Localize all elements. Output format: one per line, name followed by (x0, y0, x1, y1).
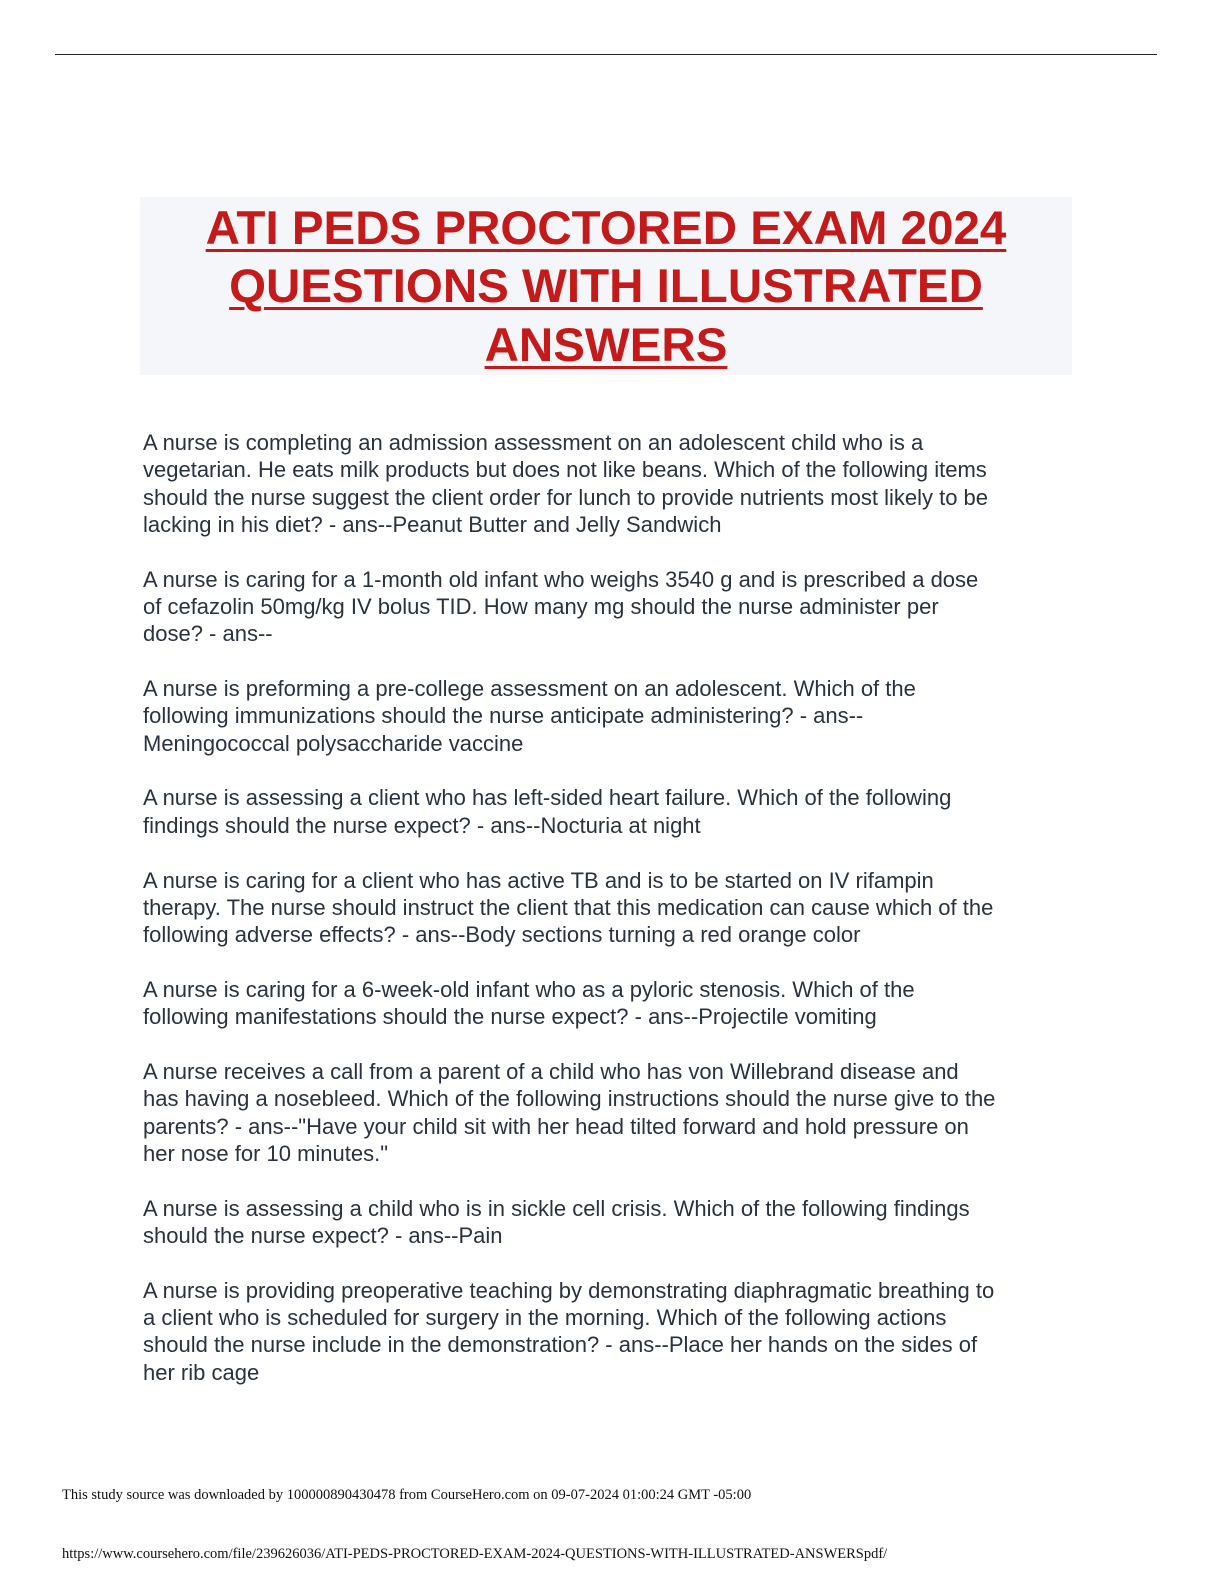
qa-text-line: her nose for 10 minutes." (143, 1140, 389, 1166)
qa-text-line: therapy. The nurse should instruct the client that this medication can cause which of the (143, 894, 994, 920)
page-title-line-1: ATI PEDS PROCTORED EXAM 2024 (205, 202, 1007, 255)
qa-text-line: her rib cage (143, 1359, 260, 1385)
qa-text-line: A nurse is caring for a 6-week-old infant who as a pyloric stenosis. Which of the (143, 976, 915, 1002)
qa-text-line: A nurse receives a call from a parent of a child who has von Willebrand disease and (143, 1059, 959, 1085)
qa-item (143, 675, 1078, 757)
qa-text-line: a client who is scheduled for surgery in the morning. Which of the following actions (143, 1305, 947, 1331)
qa-text-line: A nurse is preforming a pre-college assessment on an adolescent. Which of the (143, 676, 916, 702)
qa-text-line: A nurse is completing an admission assessment on an adolescent child who is a (143, 430, 924, 455)
qa-text-line: A nurse is providing preoperative teaching by demonstrating diaphragmatic breathing to (143, 1277, 995, 1303)
qa-text-line: vegetarian. He eats milk products but does not like beans. Which of the following items (143, 457, 987, 483)
qa-text-line: should the nurse include in the demonstration? - ans--Place her hands on the sides of (143, 1332, 978, 1358)
footer-source-url[interactable]: https://www.coursehero.com/file/239626036/ATI-PEDS-PROCTORED-EXAM-2024-QUESTIONS-WITH-ILLUSTRATED-ANSWERSpdf/ (62, 1546, 888, 1562)
question-answer-list (143, 429, 1078, 1414)
qa-text-line: should the nurse expect? - ans--Pain (143, 1223, 503, 1249)
qa-item (143, 1195, 1078, 1250)
qa-text-line: A nurse is assessing a child who is in sickle cell crisis. Which of the following findings (143, 1195, 970, 1221)
qa-text-line: lacking in his diet? - ans--Peanut Butter and Jelly Sandwich (143, 511, 722, 537)
qa-item (143, 976, 1078, 1031)
qa-text-line: dose? - ans-- (143, 621, 273, 647)
qa-item (143, 1277, 1078, 1386)
qa-item (143, 1058, 1078, 1167)
qa-item (143, 784, 1078, 839)
header-rule (55, 54, 1157, 55)
qa-text-line: of cefazolin 50mg/kg IV bolus TID. How many mg should the nurse administer per (143, 593, 939, 619)
qa-text-line: following adverse effects? - ans--Body sections turning a red orange color (143, 922, 861, 948)
qa-item (143, 867, 1078, 949)
qa-text-line: parents? - ans--"Have your child sit with her head tilted forward and hold pressure on (143, 1113, 969, 1139)
qa-text-line: should the nurse suggest the client order for lunch to provide nutrients most likely to be (143, 484, 989, 510)
title-banner (140, 197, 1072, 375)
page-title-line-2: QUESTIONS WITH ILLUSTRATED (229, 260, 983, 313)
qa-text-line: A nurse is caring for a client who has active TB and is to be started on IV rifampin (143, 867, 934, 893)
qa-text-line: following manifestations should the nurse expect? - ans--Projectile vomiting (143, 1004, 877, 1030)
qa-text-line: Meningococcal polysaccharide vaccine (143, 730, 524, 756)
qa-text-line: has having a nosebleed. Which of the following instructions should the nurse give to the (143, 1086, 996, 1112)
qa-text-line: A nurse is caring for a 1-month old infant who weighs 3540 g and is prescribed a dose (143, 566, 979, 592)
qa-item (143, 566, 1078, 648)
qa-text-line: A nurse is assessing a client who has left-sided heart failure. Which of the following (143, 785, 952, 811)
page-title-line-3: ANSWERS (484, 319, 728, 372)
qa-text-line: following immunizations should the nurse anticipate administering? - ans-- (143, 703, 864, 729)
footer-source-note: This study source was downloaded by 100000890430478 from CourseHero.com on 09-07-2024 01:00:24 GMT -05:00 (62, 1487, 752, 1503)
qa-item (143, 429, 1078, 538)
qa-text-line: findings should the nurse expect? - ans--Nocturia at night (143, 812, 701, 838)
